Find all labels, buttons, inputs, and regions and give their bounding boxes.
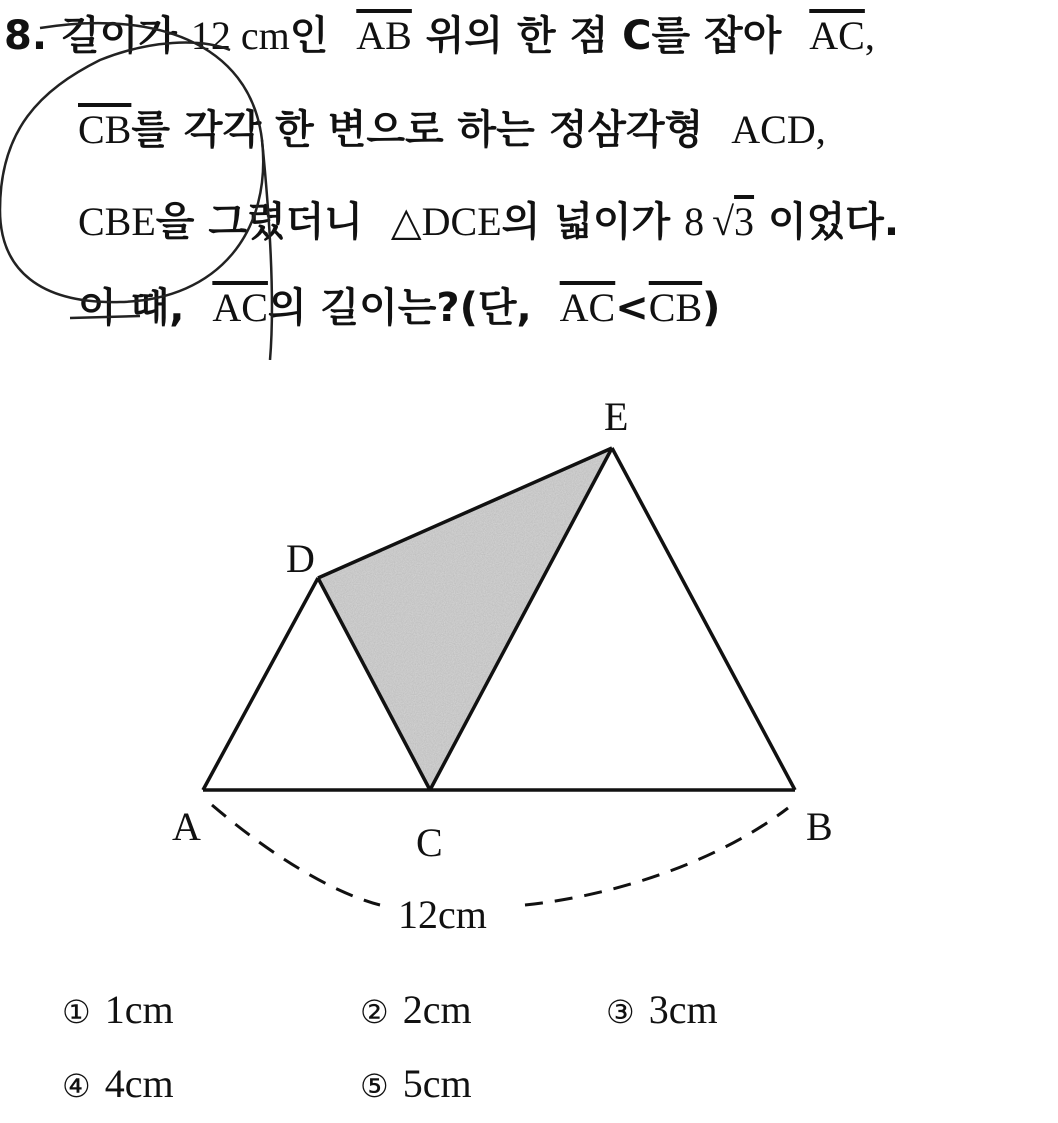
triangle-acd: ACD, bbox=[731, 107, 826, 152]
problem-line-1 bbox=[4, 10, 875, 62]
choice-4[interactable] bbox=[62, 1060, 174, 1110]
choice-text: 1cm bbox=[104, 987, 174, 1032]
choice-2[interactable] bbox=[360, 986, 472, 1036]
choice-3[interactable] bbox=[606, 986, 718, 1036]
text-fragment: ) bbox=[702, 285, 721, 331]
text-fragment: 인 bbox=[289, 13, 329, 59]
problem-line-2 bbox=[78, 104, 826, 156]
vertex-label-e: E bbox=[604, 394, 629, 439]
choice-number: ④ bbox=[62, 1067, 91, 1105]
text-fragment: 을 그렸더니 bbox=[155, 199, 363, 245]
choice-text: 4cm bbox=[104, 1061, 174, 1106]
segment-ac: $\overline{AC}$ bbox=[212, 285, 268, 330]
shade-texture bbox=[318, 448, 612, 790]
length-label: 12cm bbox=[398, 892, 487, 937]
choice-number: ⑤ bbox=[360, 1067, 389, 1105]
choice-1[interactable] bbox=[62, 986, 174, 1036]
vertex-label-c: C bbox=[416, 820, 443, 865]
choice-text: 2cm bbox=[402, 987, 472, 1032]
choice-number: ② bbox=[360, 993, 389, 1031]
choice-number: ① bbox=[62, 993, 91, 1031]
choice-text: 5cm bbox=[402, 1061, 472, 1106]
choice-number: ③ bbox=[606, 993, 635, 1031]
segment-ac-condition: $\overline{AC}$ bbox=[559, 285, 616, 330]
triangle-dce: △DCE bbox=[390, 199, 502, 244]
segment-ad-line bbox=[203, 578, 318, 790]
area-value bbox=[684, 199, 754, 244]
pen-loop bbox=[0, 23, 263, 302]
choice-5[interactable] bbox=[360, 1060, 472, 1110]
segment-ac: $\overline{AC}$ bbox=[809, 13, 865, 58]
dimension-arc-right bbox=[525, 808, 788, 905]
problem-line-3 bbox=[78, 196, 899, 248]
vertex-label-d: D bbox=[286, 536, 315, 581]
length-value: 12 cm bbox=[190, 13, 290, 58]
segment-cb-condition: $\overline{CB}$ bbox=[648, 285, 703, 330]
area-coefficient: 8 bbox=[684, 199, 705, 244]
triangle-cbe: CBE bbox=[78, 199, 156, 244]
vertex-label-b: B bbox=[806, 804, 833, 849]
problem-number: 8. bbox=[4, 13, 48, 59]
sqrt-sign: √ bbox=[712, 199, 735, 244]
text-fragment: 를 각각 한 변으로 하는 정삼각형 bbox=[131, 107, 704, 153]
comma: , bbox=[864, 13, 875, 58]
sqrt-radicand: 3 bbox=[734, 199, 755, 244]
text-fragment: 의 길이는?(단, bbox=[267, 285, 532, 331]
problem-line-4 bbox=[78, 282, 720, 334]
text-fragment: 이 때, bbox=[78, 285, 185, 331]
geometry-figure bbox=[0, 360, 1058, 960]
text-fragment: 길이가 bbox=[60, 13, 177, 59]
segment-eb-line bbox=[612, 448, 795, 790]
choice-text: 3cm bbox=[648, 987, 718, 1032]
text-fragment: 위의 한 점 C를 잡아 bbox=[425, 13, 782, 59]
vertex-label-a: A bbox=[172, 804, 201, 849]
text-fragment: 이었다. bbox=[767, 199, 900, 245]
segment-cb: $\overline{CB}$ bbox=[78, 107, 132, 152]
less-than-sign: < bbox=[615, 285, 649, 331]
segment-ab: $\overline{AB}$ bbox=[356, 13, 412, 58]
dimension-arc-left bbox=[212, 805, 380, 905]
text-fragment: 의 넓이가 bbox=[501, 199, 671, 245]
